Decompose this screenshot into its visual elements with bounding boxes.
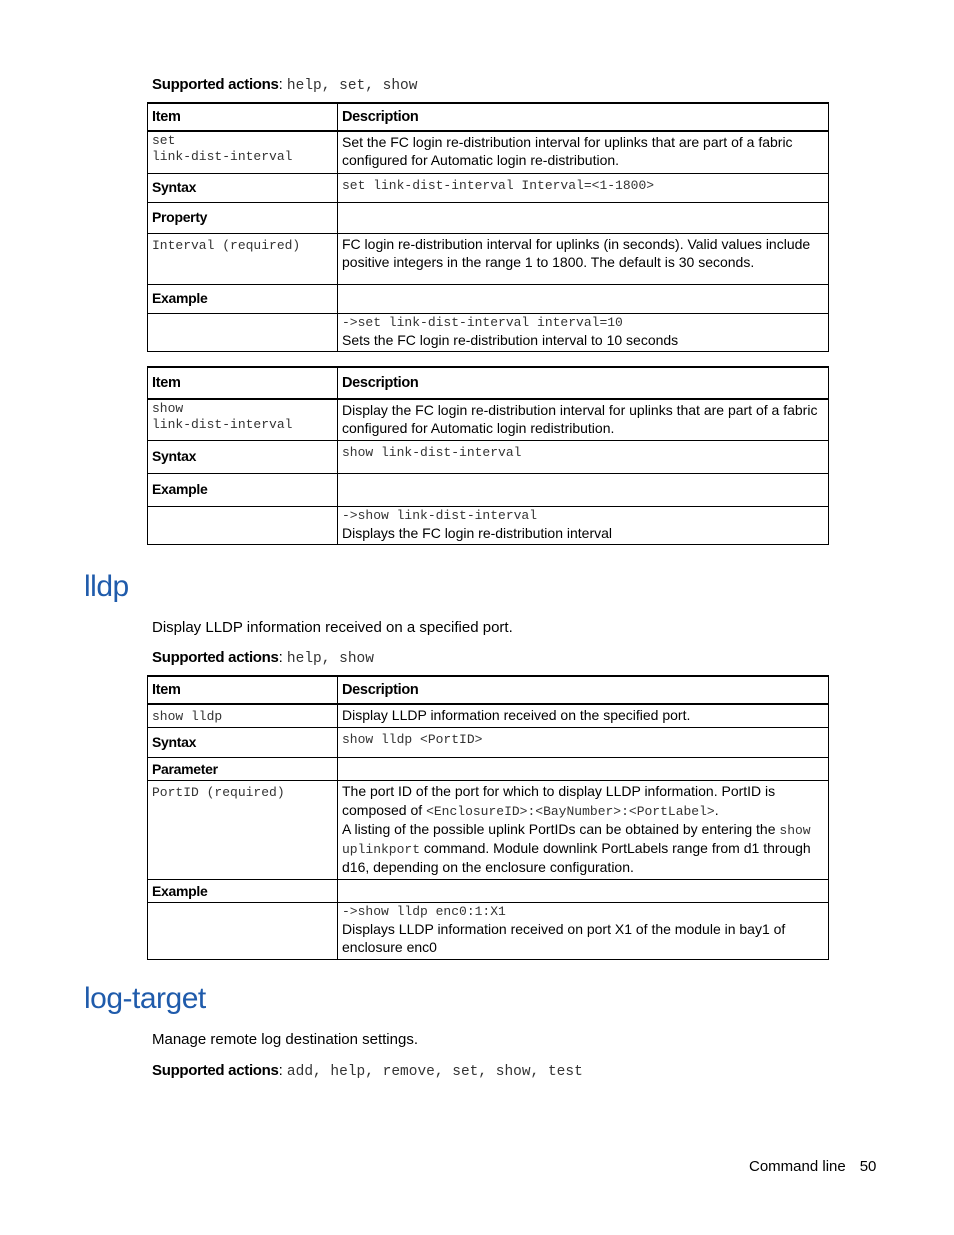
- table-row: [148, 440, 829, 473]
- item-command: show: [152, 401, 184, 416]
- table-row: [148, 284, 829, 313]
- property-name: Interval (required): [152, 237, 301, 253]
- table-row: [148, 728, 829, 758]
- supported-actions-line: Supported actions: help, show: [152, 649, 374, 667]
- supported-actions-label: Supported actions: [152, 649, 279, 666]
- lldp-description: Display LLDP information received on a specified port.: [152, 619, 513, 636]
- set-link-dist-interval-table: [147, 102, 829, 352]
- header-description: Description: [338, 676, 829, 704]
- supported-actions-line: Supported actions: add, help, remove, set, show, test: [152, 1062, 583, 1080]
- param-desc-text: .: [714, 802, 719, 818]
- supported-actions-line: Supported actions: help, set, show: [152, 76, 418, 94]
- example-description: Sets the FC login re-distribution interval to 10 seconds: [342, 331, 679, 348]
- supported-actions-label: Supported actions: [152, 1062, 279, 1079]
- item-description: Display the FC login re-distribution interval for uplinks that are part of a fabric configured for Automatic login redistribution.: [338, 399, 829, 440]
- table-header-row: [148, 103, 829, 131]
- syntax-value: show link-dist-interval: [342, 444, 522, 460]
- lldp-heading: lldp: [84, 570, 129, 603]
- supported-actions-label: Supported actions: [152, 76, 279, 93]
- table-row: [148, 758, 829, 781]
- header-description: Description: [338, 367, 829, 399]
- syntax-label: Syntax: [148, 440, 338, 473]
- footer-section: Command line: [749, 1158, 846, 1175]
- show-link-dist-interval-table: [147, 366, 829, 545]
- table-row: [148, 233, 829, 284]
- table-row: [148, 313, 829, 351]
- table-row: [148, 781, 829, 880]
- param-description: [338, 781, 829, 880]
- table-row: [148, 131, 829, 173]
- item-command: set: [152, 133, 176, 148]
- param-desc-text: command. Module downlink PortLabels range from d1 through d16, depending on the enclosure configuration.: [342, 840, 811, 875]
- header-item: Item: [148, 676, 338, 704]
- example-description: Displays the FC login re-distribution interval: [342, 524, 612, 541]
- table-row: [148, 173, 829, 202]
- item-command-cont: link-dist-interval: [152, 149, 293, 164]
- syntax-label: Syntax: [148, 173, 338, 202]
- param-desc-text: The port ID of the port for which to display LLDP information. PortID is composed of: [342, 783, 776, 818]
- table-row: [148, 903, 829, 960]
- header-description: Description: [338, 103, 829, 131]
- table-row: [148, 704, 829, 728]
- example-label: Example: [148, 880, 338, 903]
- syntax-label: Syntax: [148, 728, 338, 758]
- log-target-heading: log-target: [84, 982, 206, 1015]
- example-command: ->set link-dist-interval interval=10: [342, 314, 623, 330]
- example-label: Example: [148, 284, 338, 313]
- param-desc-code: <EnclosureID>:<BayNumber>:<PortLabel>: [426, 804, 715, 819]
- property-description: FC login re-distribution interval for uplinks (in seconds). Valid values include positive integers in the range 1 to 1800. The default is 30 seconds.: [338, 233, 829, 284]
- show-lldp-table: [147, 675, 829, 960]
- example-command: ->show lldp enc0:1:X1: [342, 904, 506, 919]
- table-header-row: [148, 367, 829, 399]
- parameter-label: Parameter: [148, 758, 338, 781]
- page-number: 50: [859, 1158, 877, 1175]
- syntax-value: set link-dist-interval Interval=<1-1800>: [342, 177, 655, 193]
- item-command: show lldp: [152, 709, 223, 724]
- supported-actions-list: help, set, show: [286, 78, 418, 94]
- param-desc-code: show uplinkport: [342, 823, 811, 857]
- item-command-cont: link-dist-interval: [152, 417, 293, 432]
- supported-actions-list: help, show: [286, 651, 374, 667]
- example-label: Example: [148, 473, 338, 506]
- property-label: Property: [148, 202, 338, 233]
- table-row: [148, 473, 829, 506]
- table-row: [148, 399, 829, 440]
- log-target-description: Manage remote log destination settings.: [152, 1031, 418, 1048]
- param-desc-text: A listing of the possible uplink PortIDs can be obtained by entering the: [342, 821, 780, 837]
- supported-actions-list: add, help, remove, set, show, test: [286, 1064, 583, 1080]
- example-command: ->show link-dist-interval: [342, 507, 538, 523]
- header-item: Item: [148, 103, 338, 131]
- header-item: Item: [148, 367, 338, 399]
- example-description: Displays LLDP information received on port X1 of the module in bay1 of enclosure enc0: [342, 921, 786, 955]
- table-row: [148, 506, 829, 544]
- page-footer: [749, 1158, 876, 1175]
- table-row: [148, 202, 829, 233]
- table-row: [148, 880, 829, 903]
- table-header-row: [148, 676, 829, 704]
- item-description: Set the FC login re-distribution interval for uplinks that are part of a fabric configured for Automatic login re-distribution.: [338, 131, 829, 173]
- syntax-value: show lldp <PortID>: [342, 732, 483, 747]
- param-name: PortID (required): [152, 785, 285, 800]
- item-description: Display LLDP information received on the specified port.: [338, 704, 829, 728]
